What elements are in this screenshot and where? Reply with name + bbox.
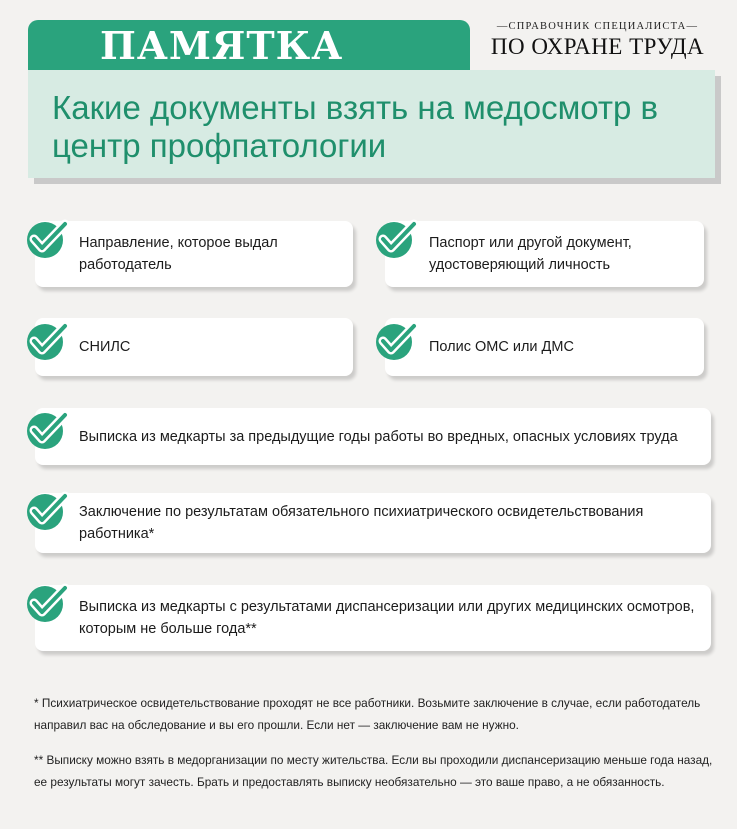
check-circle-icon bbox=[374, 212, 432, 262]
list-item bbox=[385, 318, 704, 376]
list-item-text: СНИЛС bbox=[79, 339, 131, 355]
list-item-text: Выписка из медкарты с результатами диспансеризации или других медицинских осмотров, которым не больше года** bbox=[79, 599, 695, 637]
brand-logo bbox=[480, 20, 715, 60]
check-circle-icon bbox=[25, 576, 83, 626]
list-item-text: Полис ОМС или ДМС bbox=[429, 339, 574, 355]
footnote-2: ** Выписку можно взять в медорганизации по месту жительства. Если вы проходили диспансеризацию меньше года назад, ее результаты могут зачесть. Брать и предоставлять выписку необязательно — это ваше право, а не обязанность. bbox=[34, 753, 713, 789]
brand-title: ПО ОХРАНЕ ТРУДА bbox=[490, 34, 705, 59]
list-item-text: Выписка из медкарты за предыдущие годы работы во вредных, опасных условиях труда bbox=[79, 428, 678, 445]
page-title: Какие документы взять на медосмотр в центр профпатологии bbox=[52, 89, 659, 164]
brand-subtitle: —СПРАВОЧНИК СПЕЦИАЛИСТА— bbox=[496, 21, 699, 32]
check-circle-icon bbox=[25, 314, 83, 364]
list-item-text: Направление, которое выдал работодатель bbox=[79, 235, 278, 273]
list-item-text: Заключение по результатам обязательного психиатрического освидетельствования работника* bbox=[79, 504, 644, 542]
check-circle-icon bbox=[25, 484, 83, 534]
title-box bbox=[28, 70, 715, 178]
check-circle-icon bbox=[374, 314, 432, 364]
header-banner bbox=[28, 20, 470, 70]
list-item bbox=[35, 493, 711, 553]
footnote-1: * Психиатрическое освидетельствование проходят не все работники. Возьмите заключение в случае, если работодатель направил вас на обследование и вы его прошли. Если нет — заключение вам не нужно. bbox=[34, 696, 701, 732]
list-item bbox=[35, 408, 711, 465]
badge-title: ПАМЯТКА bbox=[100, 23, 344, 68]
list-item bbox=[385, 221, 704, 287]
list-item bbox=[35, 585, 711, 651]
list-item-text: Паспорт или другой документ, удостоверяющий личность bbox=[429, 235, 632, 273]
check-circle-icon bbox=[25, 403, 83, 453]
check-circle-icon bbox=[25, 212, 83, 262]
